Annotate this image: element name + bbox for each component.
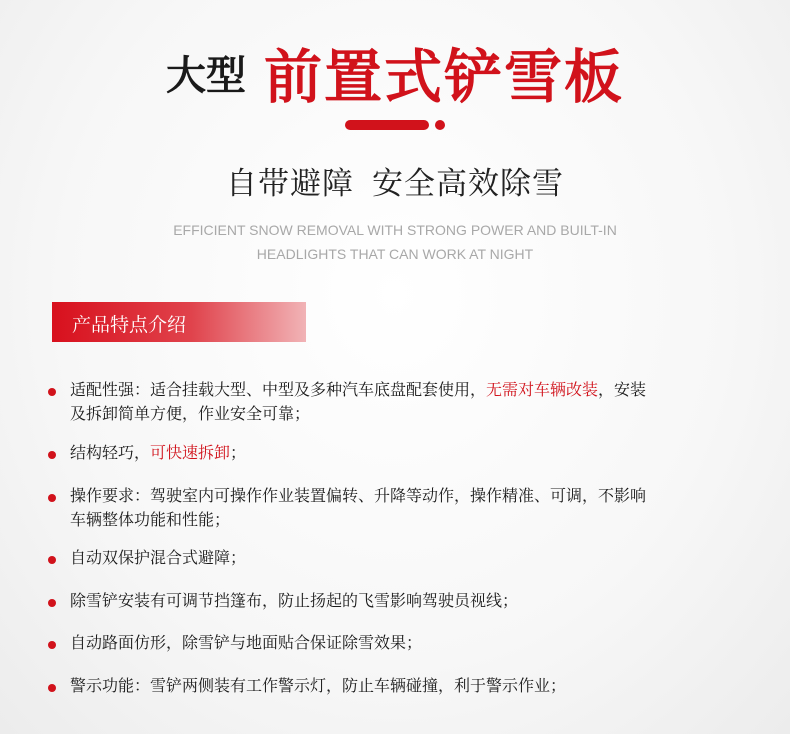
feature-text: 除雪铲安装有可调节挡篷布，防止扬起的飞雪影响驾驶员视线； xyxy=(70,591,519,610)
feature-text-part: ，安装 xyxy=(598,380,647,399)
title-prefix: 大型 xyxy=(165,52,246,99)
feature-text: 自动双保护混合式避障； xyxy=(70,548,247,567)
accent-bar xyxy=(345,120,429,130)
bullet-dot-icon xyxy=(48,388,56,396)
feature-text xyxy=(70,441,740,465)
feature-text-part: 及拆卸简单方便，作业安全可靠； xyxy=(70,404,311,423)
bullet-dot-icon xyxy=(48,451,56,459)
title-accent-decoration xyxy=(345,120,455,130)
bullet-dot-icon xyxy=(48,684,56,692)
bullet-dot-icon xyxy=(48,556,56,564)
feature-highlight: 可快速拆卸 xyxy=(150,443,231,462)
section-header xyxy=(52,302,306,342)
feature-highlight: 无需对车辆改装 xyxy=(486,380,599,399)
title-main: 前置式铲雪板 xyxy=(263,43,624,111)
feature-text-part: 结构轻巧， xyxy=(70,443,151,462)
english-tagline xyxy=(0,218,790,266)
section-title: 产品特点介绍 xyxy=(72,314,187,336)
feature-text-part: 车辆整体功能和性能； xyxy=(70,510,231,529)
bullet-dot-icon xyxy=(48,599,56,607)
subtitle-part-1: 自带避障 xyxy=(226,166,354,202)
bullet-dot-icon xyxy=(48,494,56,502)
accent-dot xyxy=(435,120,445,130)
feature-text xyxy=(70,484,740,532)
subtitle xyxy=(0,158,790,203)
page-title xyxy=(0,30,790,114)
bullet-dot-icon xyxy=(48,641,56,649)
feature-text-part: 操作要求：驾驶室内可操作作业装置偏转、升降等动作，操作精准、可调，不影响 xyxy=(70,486,647,505)
feature-text: 自动路面仿形，除雪铲与地面贴合保证除雪效果； xyxy=(70,633,423,652)
feature-text-part: ； xyxy=(230,443,247,462)
english-tagline-line-2: HEADLIGHTS THAT CAN WORK AT NIGHT xyxy=(256,246,534,262)
feature-text: 警示功能：雪铲两侧装有工作警示灯，防止车辆碰撞，利于警示作业； xyxy=(70,676,567,695)
subtitle-part-2: 安全高效除雪 xyxy=(372,166,564,202)
feature-text-part: 适配性强：适合挂载大型、中型及多种汽车底盘配套使用， xyxy=(70,380,487,399)
feature-text xyxy=(70,378,740,426)
english-tagline-line-1: EFFICIENT SNOW REMOVAL WITH STRONG POWER AND BUILT-IN xyxy=(173,222,617,238)
